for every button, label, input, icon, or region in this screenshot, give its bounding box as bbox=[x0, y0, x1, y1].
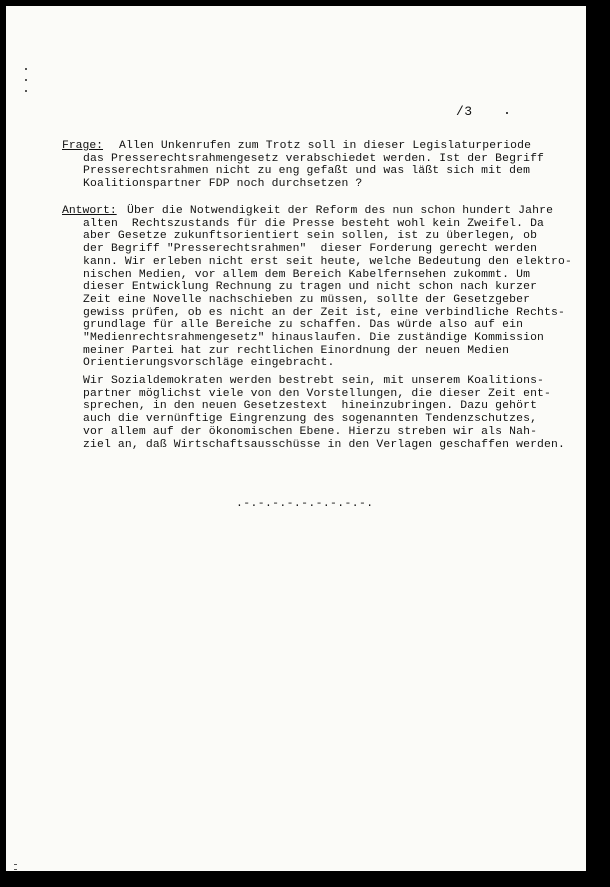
end-separator: .-.-.-.-.-.-.-.-.-. bbox=[236, 498, 374, 510]
answer-first-line: Über die Notwendigkeit der Reform des nun schon hundert Jahre bbox=[127, 205, 554, 217]
answer-p1-line: nischen Medien, vor allem dem Bereich Kabelfernsehen zukommt. Um bbox=[83, 268, 531, 281]
answer-p1-line: aber Gesetze zukunftsorientiert sein sollen, ist zu überlegen, ob bbox=[83, 230, 538, 243]
answer-p1-line: alten Rechtszustands für die Presse besteht wohl kein Zweifel. Da bbox=[83, 217, 545, 230]
answer-p1-line: meiner Partei hat zur rechtlichen Einordnung der neuen Medien bbox=[83, 344, 510, 357]
answer-p1-line: Orientierungsvorschläge eingebracht. bbox=[83, 357, 335, 370]
margin-tick bbox=[14, 869, 17, 870]
answer-p2-line: Wir Sozialdemokraten werden bestrebt sein, mit unserem Koalitions- bbox=[83, 375, 545, 387]
punch-mark bbox=[25, 90, 27, 92]
answer-p2-line: vor allem auf der ökonomischen Ebene. Hierzu streben wir als Nah- bbox=[83, 425, 538, 438]
question-line-2: das Presserechtsrahmengesetz verabschiedet werden. Ist der Begriff bbox=[83, 152, 545, 165]
answer-p1-line: kann. Wir erleben nicht erst seit heute, welche Bedeutung den elektro- bbox=[83, 255, 572, 268]
answer-p1-line: der Begriff "Presserechtsrahmen" dieser Forderung gerecht werden bbox=[83, 243, 538, 256]
answer-p2-line: ziel an, daß Wirtschaftsausschüsse in den Verlagen geschaffen werden. bbox=[83, 438, 565, 451]
punch-mark bbox=[25, 79, 27, 81]
answer-p2-line: auch die vernünftige Eingrenzung des sogenannten Tendenzschutzes, bbox=[83, 413, 538, 426]
answer-label: Antwort: bbox=[62, 205, 117, 217]
answer-p2-line: sprechen, in den neuen Gesetzestext hineinzubringen. Dazu gehört bbox=[83, 400, 538, 413]
page-dot bbox=[506, 112, 508, 114]
answer-p2-line: partner möglichst viele von den Vorstellungen, die dieser Zeit ent- bbox=[83, 387, 552, 400]
answer-paragraph-2 bbox=[83, 375, 565, 451]
document-page bbox=[6, 6, 598, 879]
answer-p1-line: grundlage für alle Bereiche zu schaffen. Das würde also auf ein bbox=[83, 319, 524, 332]
question-line-4: Koalitionspartner FDP noch durchsetzen ? bbox=[83, 178, 363, 191]
answer-p1-line: "Medienrechtsrahmengesetz" hinauslaufen. Die zuständige Kommission bbox=[83, 332, 545, 345]
question-line-3: Presserechtsrahmen nicht zu eng gefaßt und was läßt sich mit dem bbox=[83, 165, 531, 178]
question-line-1: Allen Unkenrufen zum Trotz soll in dieser Legislaturperiode bbox=[119, 140, 532, 152]
answer-paragraph-1 bbox=[83, 218, 572, 370]
answer-p1-line: gewiss prüfen, ob es nicht an der Zeit ist, eine verbindliche Rechts- bbox=[83, 306, 565, 319]
question-label: Frage: bbox=[62, 140, 104, 152]
scan-edge-right bbox=[586, 6, 598, 879]
question-body bbox=[83, 153, 544, 191]
answer-p1-line: Zeit eine Novelle nachschieben zu müssen, sollte der Gesetzgeber bbox=[83, 293, 531, 306]
punch-mark bbox=[25, 68, 27, 70]
page-number: /3 bbox=[456, 104, 473, 119]
margin-tick bbox=[14, 864, 17, 865]
scan-edge-bottom bbox=[6, 871, 598, 879]
answer-p1-line: dieser Entwicklung Rechnung zu tragen und nicht schon nach kurzer bbox=[83, 281, 538, 294]
